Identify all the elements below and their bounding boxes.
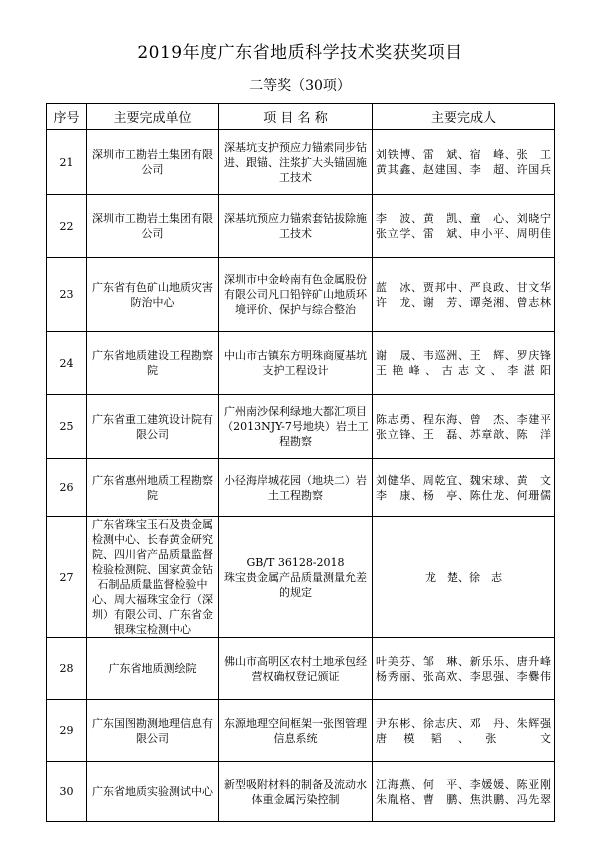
table-row	[47, 258, 555, 332]
row-number: 28	[47, 638, 87, 700]
people-line: 江海燕、何 平、李媛媛、陈亚刚	[376, 777, 551, 791]
row-project: 东源地理空间框架一张图管理信息系统	[219, 700, 373, 762]
people-line: 刘健华、周乾宜、魏宋球、黄 文	[376, 473, 551, 487]
people-line: 朱胤格、曹 鹏、焦洪鹏、冯先翠	[376, 792, 551, 806]
row-unit: 深圳市工勘岩土集团有限公司	[87, 130, 219, 195]
people-line: 刘铁博、雷 斌、宿 峰、张 工	[376, 148, 551, 161]
people-line: 李 康、杨 亭、陈仕龙、何珊儒	[376, 488, 551, 502]
people-line: 王艳峰、古志文、李湛阳	[376, 364, 551, 377]
row-number: 30	[47, 762, 87, 822]
row-unit: 广东省珠宝玉石及贵金属检测中心、长春黄金研究院、四川省产品质量监督检验检测院、国家黄金钻石制品质量监督检验中心、周大福珠宝金行（深圳）有限公司、广东省金银珠宝检测中心	[87, 517, 219, 638]
row-number: 25	[47, 395, 87, 459]
people-line: 张立锋、王 磊、苏章歆、陈 洋	[376, 427, 551, 441]
row-people	[373, 517, 555, 638]
table-row	[47, 459, 555, 517]
row-people	[373, 638, 555, 700]
row-unit: 广东省地质测绘院	[87, 638, 219, 700]
people-line: 陈志勇、程东海、曾 杰、李建平	[376, 412, 551, 426]
row-number: 27	[47, 517, 87, 638]
people-line: 杨秀丽、张高欢、李思强、李爨伟	[376, 669, 551, 683]
table-row	[47, 332, 555, 395]
row-people	[373, 395, 555, 459]
header-number: 序号	[47, 104, 87, 130]
row-project: 佛山市高明区农村土地承包经营权确权登记颁证	[219, 638, 373, 700]
row-people	[373, 700, 555, 762]
row-unit: 广东省地质实验测试中心	[87, 762, 219, 822]
row-number: 21	[47, 130, 87, 195]
people-line: 龙 楚、徐 志	[425, 570, 502, 584]
row-number: 23	[47, 258, 87, 332]
row-unit: 广东省地质建设工程勘察院	[87, 332, 219, 395]
awards-table	[46, 103, 555, 822]
document-title: 2019年度广东省地质科学技术奖获奖项目	[137, 43, 463, 63]
row-project: 深基坑预应力锚索套钻拔除施工技术	[219, 195, 373, 258]
project-line: 珠宝贵金属产品质量测量允差的规定	[224, 570, 367, 599]
header-project: 项 目 名 称	[219, 104, 373, 130]
row-people	[373, 130, 555, 195]
table-header-row	[47, 104, 555, 130]
row-number: 29	[47, 700, 87, 762]
people-line: 蓝 冰、贾邦中、严良政、甘文华	[376, 280, 551, 294]
table-row	[47, 517, 555, 638]
people-line: 李 波、黄 凯、童 心、刘晓宁	[376, 212, 551, 225]
row-number: 24	[47, 332, 87, 395]
table-row	[47, 395, 555, 459]
row-project: 广州南沙保利绿地大都汇项目（2013NJY-7号地块）岩土工程勘察	[219, 395, 373, 459]
row-unit: 广东省惠州地质工程勘察院	[87, 459, 219, 517]
document-subtitle: 二等奖（30项）	[249, 78, 351, 94]
row-project: 新型吸附材料的制备及流动水体重金属污染控制	[219, 762, 373, 822]
row-people	[373, 195, 555, 258]
row-unit: 广东国图勘测地理信息有限公司	[87, 700, 219, 762]
people-line: 黄其鑫、赵建国、李 超、许国兵	[376, 163, 551, 176]
table-row	[47, 638, 555, 700]
row-number: 26	[47, 459, 87, 517]
row-unit: 广东省有色矿山地质灾害防治中心	[87, 258, 219, 332]
row-project: 深基坑支护预应力锚索同步钻进、跟锚、注浆扩大头锚固施工技术	[219, 130, 373, 195]
table-row	[47, 130, 555, 195]
table-row	[47, 700, 555, 762]
project-line: GB/T 36128-2018	[246, 555, 345, 569]
people-line: 尹东彬、徐志庆、邓 丹、朱辉强	[376, 716, 551, 730]
table-body	[47, 130, 555, 822]
row-number: 22	[47, 195, 87, 258]
people-line: 谢 晟、韦巡洲、王 辉、罗庆锋	[376, 349, 551, 362]
people-line: 唐模韬、张 文	[376, 731, 551, 745]
row-people	[373, 459, 555, 517]
table-row	[47, 762, 555, 822]
row-people	[373, 258, 555, 332]
row-project: 小径海岸城花园（地块二）岩土工程勘察	[219, 459, 373, 517]
row-unit: 深圳市工勘岩土集团有限公司	[87, 195, 219, 258]
row-project: 中山市古镇东方明珠商厦基坑支护工程设计	[219, 332, 373, 395]
row-people	[373, 332, 555, 395]
header-people: 主要完成人	[373, 104, 555, 130]
people-line: 叶美芬、邹 琳、新乐乐、唐升峰	[376, 654, 551, 668]
people-line: 许 龙、谢 芳、谭尧湘、曾志林	[376, 295, 551, 309]
row-people	[373, 762, 555, 822]
header-unit: 主要完成单位	[87, 104, 219, 130]
people-line: 张立学、雷 斌、申小平、周明佳	[376, 227, 551, 240]
row-unit: 广东省重工建筑设计院有限公司	[87, 395, 219, 459]
row-project	[219, 517, 373, 638]
row-project: 深圳市中金岭南有色金属股份有限公司凡口铅锌矿山地质环境评价、保护与综合整治	[219, 258, 373, 332]
table-row	[47, 195, 555, 258]
